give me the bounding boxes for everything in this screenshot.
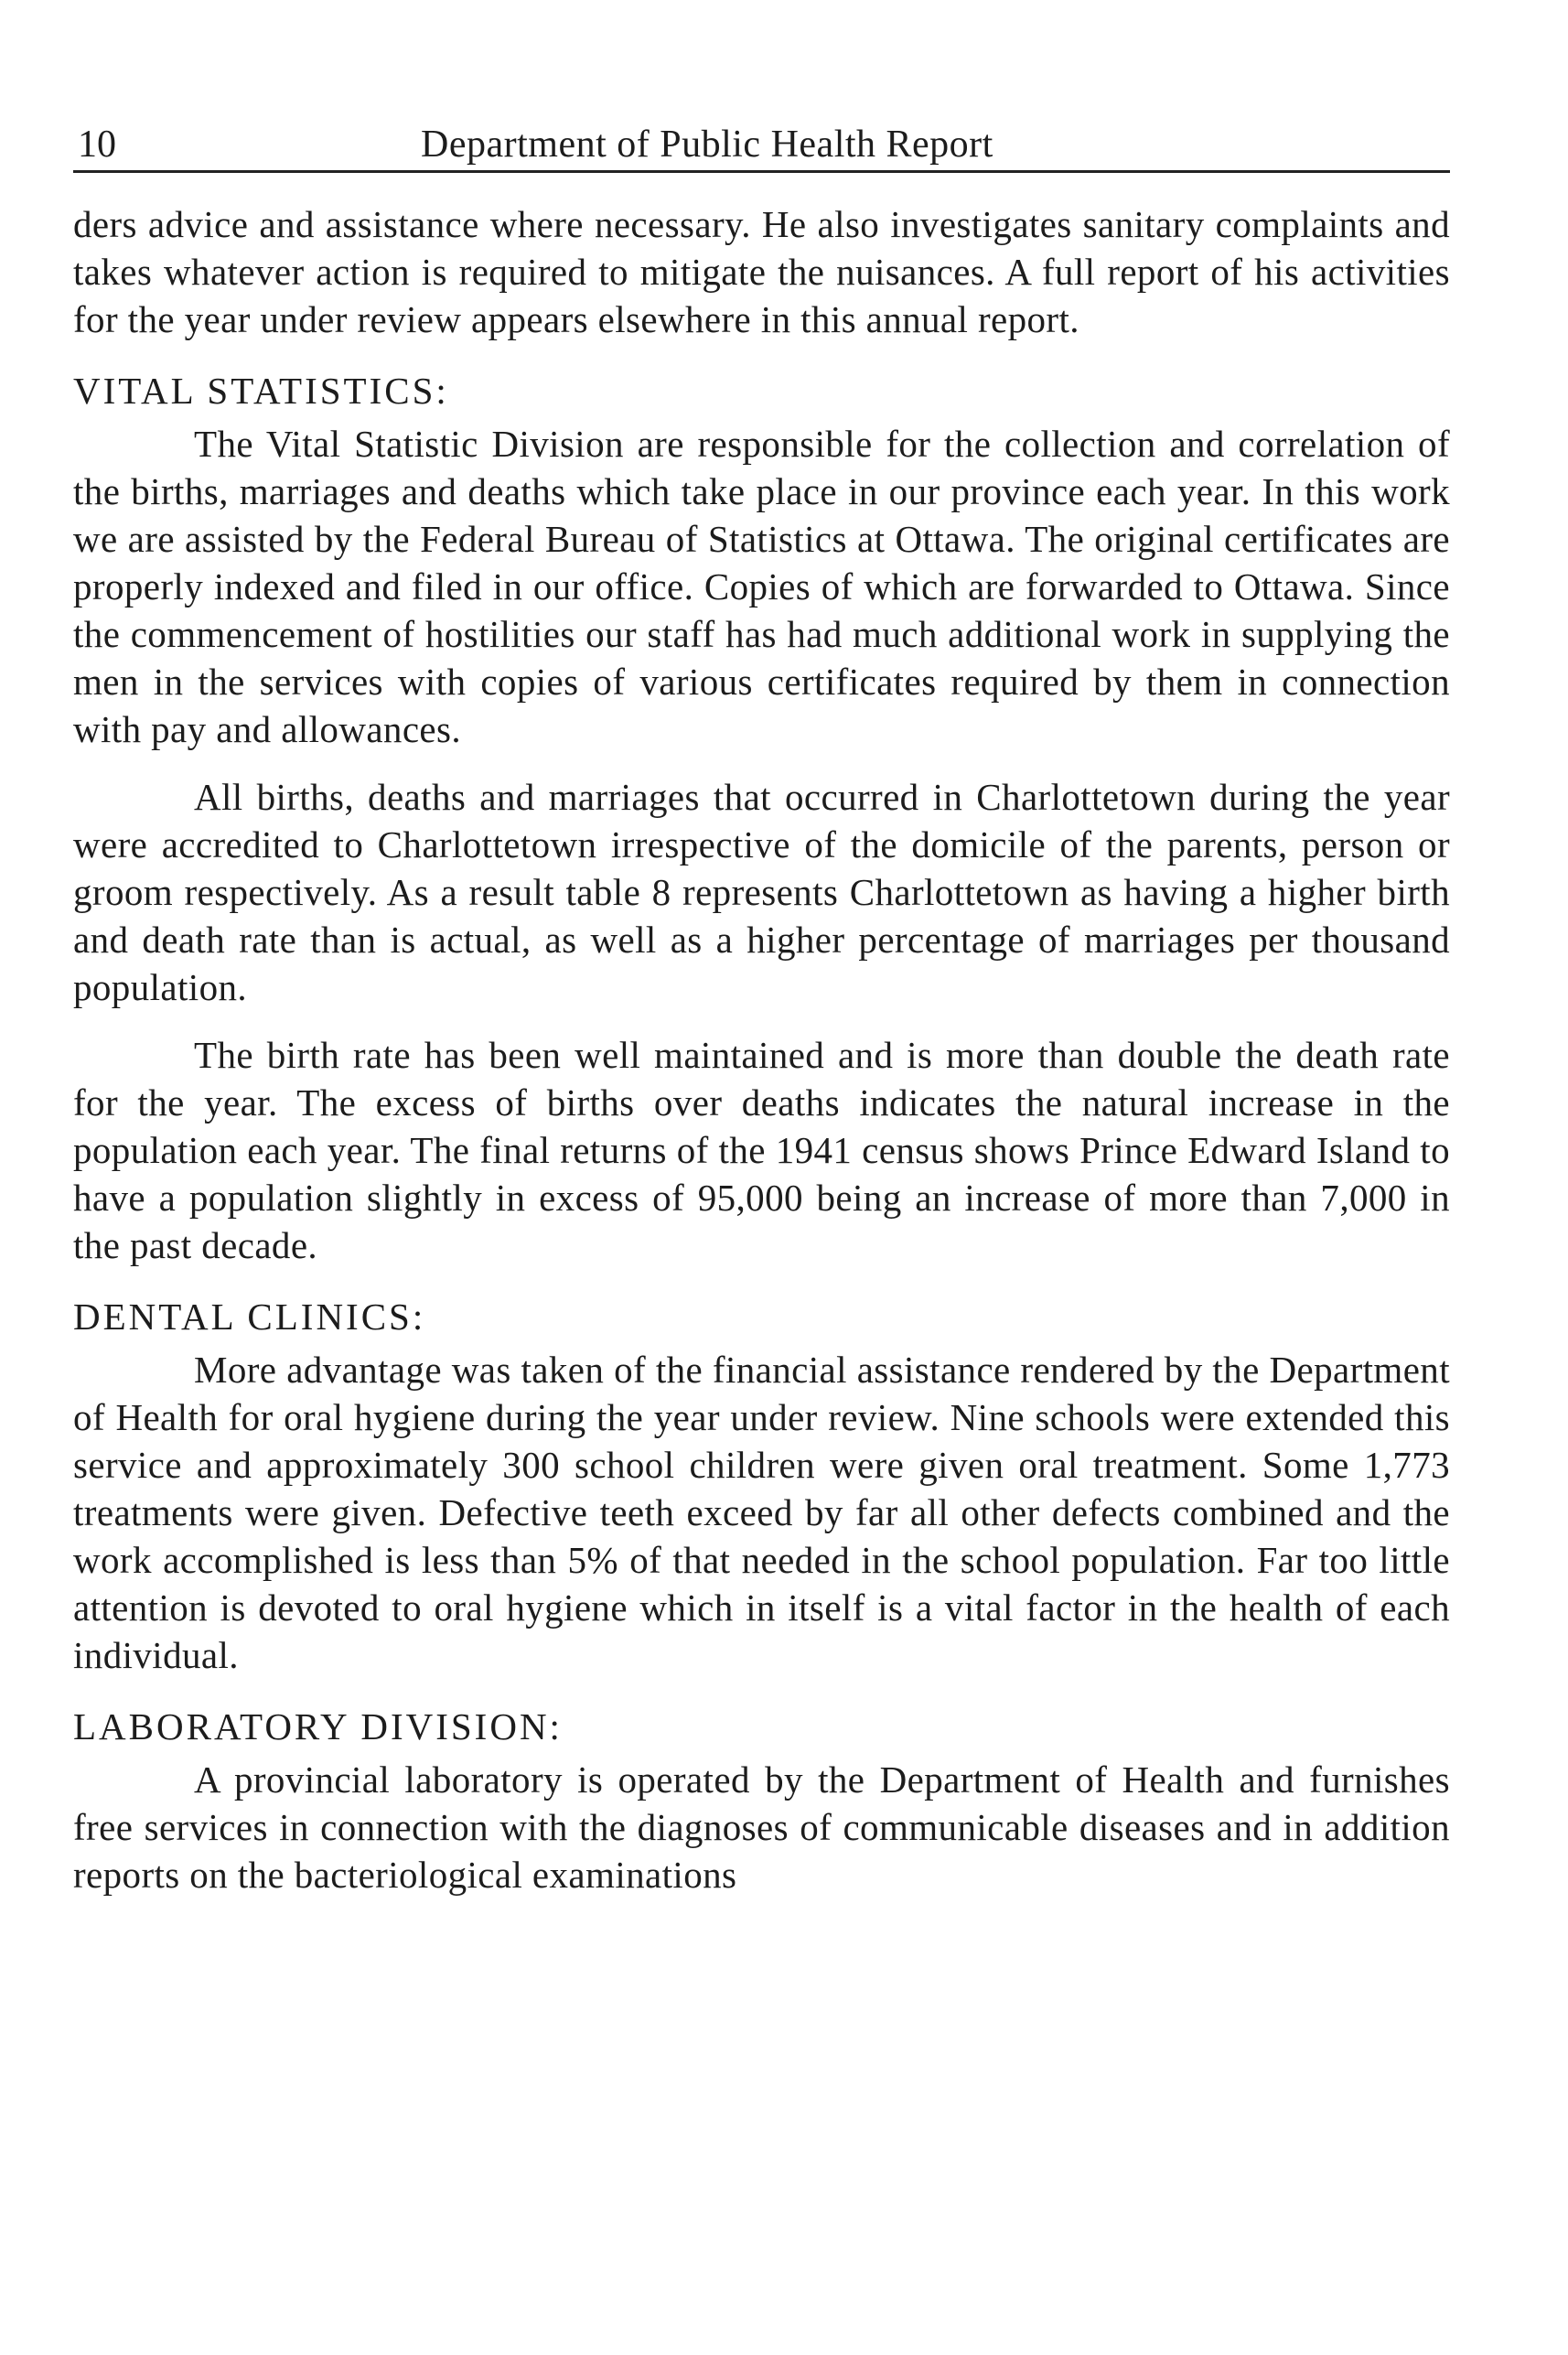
laboratory-division-paragraph-1: A provincial laboratory is operated by the Department of Health and furnishes free services in connection with the diagnoses of communicable diseases and in addition reports on the bacteriological examinations <box>73 1758 1450 1896</box>
report-title: Department of Public Health Report <box>421 124 993 166</box>
vital-statistics-paragraph-1: The Vital Statistic Division are responsible for the collection and correlation of the births, marriages and deaths which take place in our province each year. In this work we are assisted by the Federal Bureau of Statistics at Ottawa. The original certificates are properly indexed and filed in our office. Copies of which are forwarded to Ottawa. Since the commencement of hostilities our staff has had much additional work in supplying the men in the services with copies of various certificates required by them in connection with pay and allowances. <box>73 423 1450 750</box>
vital-statistics-paragraph-3: The birth rate has been well maintained and is more than double the death rate for the year. The excess of births over deaths indicates the natural increase in the population each year. The final returns of the 1941 census shows Prince Edward Island to have a population slightly in excess of 95,000 being an increase of more than 7,000 in the past decade. <box>73 1034 1450 1266</box>
section-heading-vital-statistics: VITAL STATISTICS: <box>73 370 449 412</box>
body-text <box>73 200 1450 1898</box>
vital-statistics-paragraph-2: All births, deaths and marriages that occurred in Charlottetown during the year were accredited to Charlottetown irrespective of the domicile of the parents, person or groom respectively. As a result table 8 represents Charlottetown as having a higher birth and death rate than is actual, as well as a higher percentage of marriages per thousand population. <box>73 776 1450 1008</box>
running-header <box>73 119 1450 173</box>
document-page <box>73 119 1450 1898</box>
page-number: 10 <box>78 124 116 166</box>
intro-paragraph: ders advice and assistance where necessary. He also investigates sanitary complaints and takes whatever action is required to mitigate the nuisances. A full report of his activities for the year under review appears elsewhere in this annual report. <box>73 203 1450 340</box>
section-heading-dental-clinics: DENTAL CLINICS: <box>73 1296 426 1338</box>
section-heading-laboratory-division: LABORATORY DIVISION: <box>73 1705 563 1747</box>
dental-clinics-paragraph-1: More advantage was taken of the financial assistance rendered by the Department of Health for oral hygiene during the year under review. Nine schools were extended this service and approximately 300 school children were given oral treatment. Some 1,773 treatments were given. Defective teeth exceed by far all other defects combined and the work accomplished is less than 5% of that needed in the school population. Far too little attention is devoted to oral hygiene which in itself is a vital factor in the health of each individual. <box>73 1349 1450 1676</box>
